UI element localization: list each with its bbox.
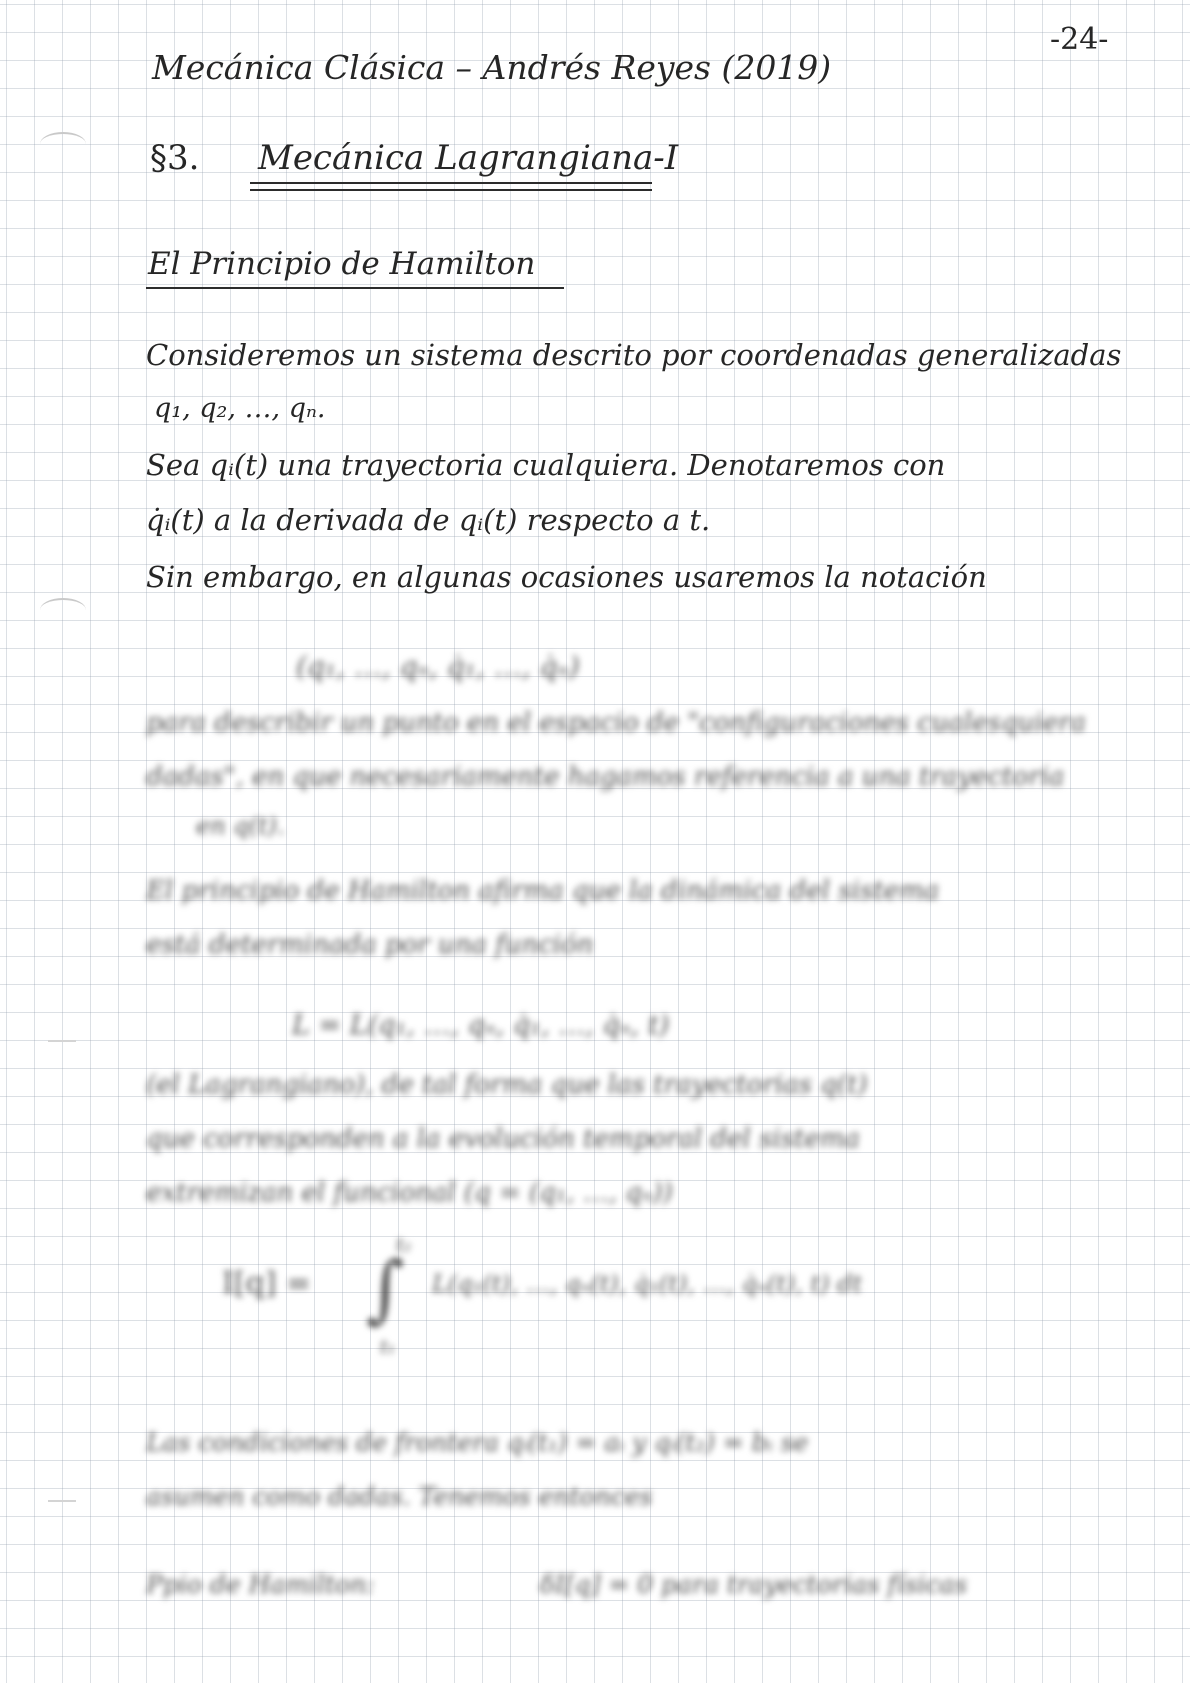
paragraph-line: q̇ᵢ(t) a la derivada de qᵢ(t) respecto a t. (146, 503, 711, 537)
margin-mark (48, 1040, 76, 1042)
paragraph-line: en q(t). (196, 812, 285, 840)
paragraph-line: que corresponden a la evolución temporal del sistema (146, 1124, 860, 1154)
paragraph-line: El principio de Hamilton afirma que la dinámica del sistema (146, 876, 940, 906)
paragraph-line: para describir un punto en el espacio de "configuraciones cualesquiera (146, 708, 1086, 738)
paragraph-line: asumen como dadas. Tenemos entonces (146, 1482, 653, 1511)
paragraph-line: está determinada por una función (146, 930, 594, 960)
paragraph-line: dadas", en que necesariamente hagamos referencia a una trayectoria (146, 762, 1065, 792)
paragraph-line: Sin embargo, en algunas ocasiones usaremos la notación (146, 560, 987, 594)
integral-sign: ∫ (366, 1246, 405, 1332)
paragraph-line: Las condiciones de frontera qᵢ(t₁) = aᵢ y qᵢ(t₂) = bᵢ se (146, 1428, 809, 1457)
binder-hole-mark (40, 598, 86, 622)
section-title-underline (250, 182, 652, 184)
binder-hole-mark (40, 132, 86, 156)
section-title: Mecánica Lagrangiana-I (258, 138, 679, 178)
action-integrand: L(q₁(t), …, qₙ(t), q̇₁(t), …, q̇ₙ(t), t) dt (432, 1270, 863, 1298)
section-number: §3. (150, 138, 200, 178)
paragraph-line: Consideremos un sistema descrito por coordenadas generalizadas (146, 338, 1122, 372)
coordinate-tuple: (q₁, …, qₙ, q̇₁, …, q̇ₙ) (296, 650, 580, 683)
lagrangian-equation: L = L(q₁, …, qₙ, q̇₁, …, q̇ₙ, t) (292, 1010, 670, 1041)
integral-upper-limit: t₂ (396, 1234, 412, 1256)
page-number: -24- (1050, 22, 1109, 57)
integral-lower-limit: t₁ (380, 1336, 396, 1358)
margin-mark (48, 1500, 76, 1502)
action-lhs: I[q] = (222, 1266, 312, 1301)
section-title-double-underline (250, 189, 652, 191)
blurred-region (0, 640, 1190, 1683)
principle-label: Ppio de Hamilton: (146, 1570, 375, 1599)
paragraph-line: q₁, q₂, …, qₙ. (154, 393, 326, 424)
paragraph-line: extremizan el funcional (q = (q₁, …, qₙ)) (146, 1178, 673, 1208)
subsection-title: El Principio de Hamilton (148, 246, 536, 282)
principle-statement: δI[q] = 0 para trayectorias físicas (540, 1570, 968, 1599)
course-title: Mecánica Clásica – Andrés Reyes (2019) (152, 48, 832, 87)
paragraph-line: (el Lagrangiano), de tal forma que las trayectorias q(t) (146, 1070, 868, 1100)
paragraph-line: Sea qᵢ(t) una trayectoria cualquiera. Denotaremos con (146, 448, 946, 482)
subsection-underline (146, 287, 564, 289)
